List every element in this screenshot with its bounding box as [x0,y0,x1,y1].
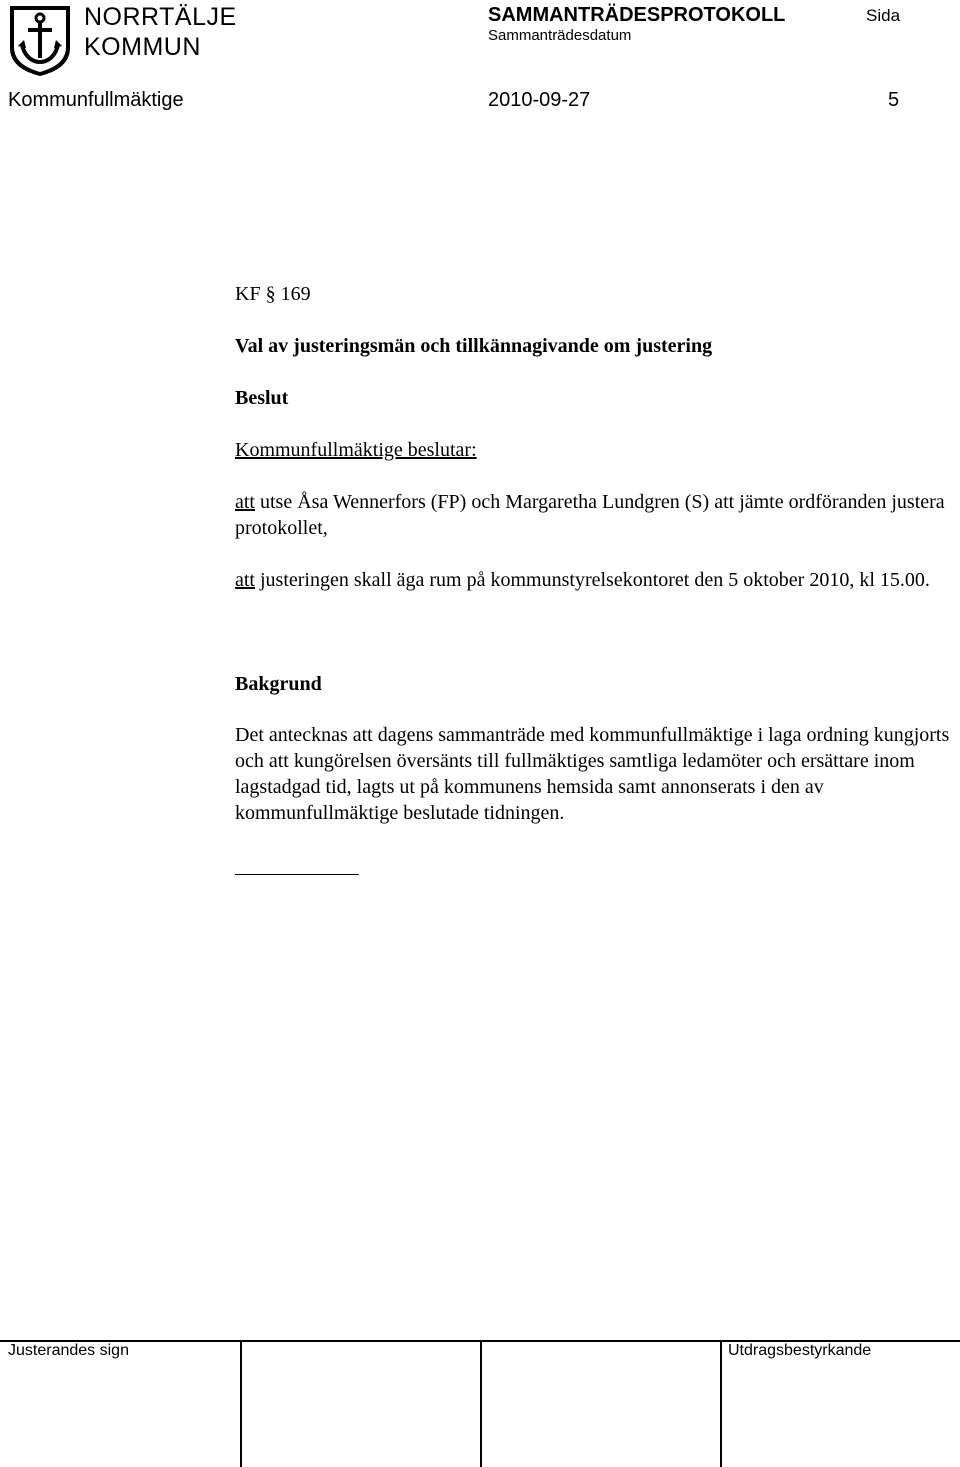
decision-clause [235,489,960,541]
clause-text: utse Åsa Wennerfors (FP) och Margaretha Lundgren (S) att jämte ordföranden justera protokollet, [235,491,945,539]
meeting-date: 2010-09-27 [488,89,591,111]
decision-heading: Beslut [235,387,289,409]
clause-keyword: att [235,491,255,513]
logo-line-1: NORRTÄLJE [84,3,237,31]
page-label: Sida [866,6,901,25]
footer-divider [480,1340,482,1467]
footer-divider [240,1340,242,1467]
logo-line-2: KOMMUN [84,33,201,61]
governing-body: Kommunfullmäktige [8,89,184,111]
extract-certification-label: Utdragsbestyrkande [728,1342,872,1359]
decision-clause [235,567,960,593]
item-number: KF § 169 [235,283,311,305]
section-separator [235,874,359,875]
background-heading: Bakgrund [235,673,322,695]
document-type: SAMMANTRÄDESPROTOKOLL [488,4,786,26]
meeting-date-label: Sammanträdesdatum [488,27,632,44]
clause-text: justeringen skall äga rum på kommunstyrelsekontoret den 5 oktober 2010, kl 15.00. [255,569,930,591]
anchor-crest-icon [8,4,72,78]
adjuster-signature-label: Justerandes sign [8,1342,129,1359]
background-text: Det antecknas att dagens sammanträde med kommunfullmäktige i laga ordning kungjorts och att kungörelsen översänts till fullmäktiges samtliga ledamöter och ersättare inom lagstadgad tid, lagts ut på kommunens hemsida samt annonserats i den av kommunfullmäktige beslutade tidningen. [235,724,950,824]
item-title: Val av justeringsmän och tillkännagivande om justering [235,335,713,357]
clause-keyword: att [235,569,255,591]
decision-intro: Kommunfullmäktige beslutar: [235,439,477,461]
footer-divider [720,1340,722,1467]
page-number: 5 [888,89,900,111]
